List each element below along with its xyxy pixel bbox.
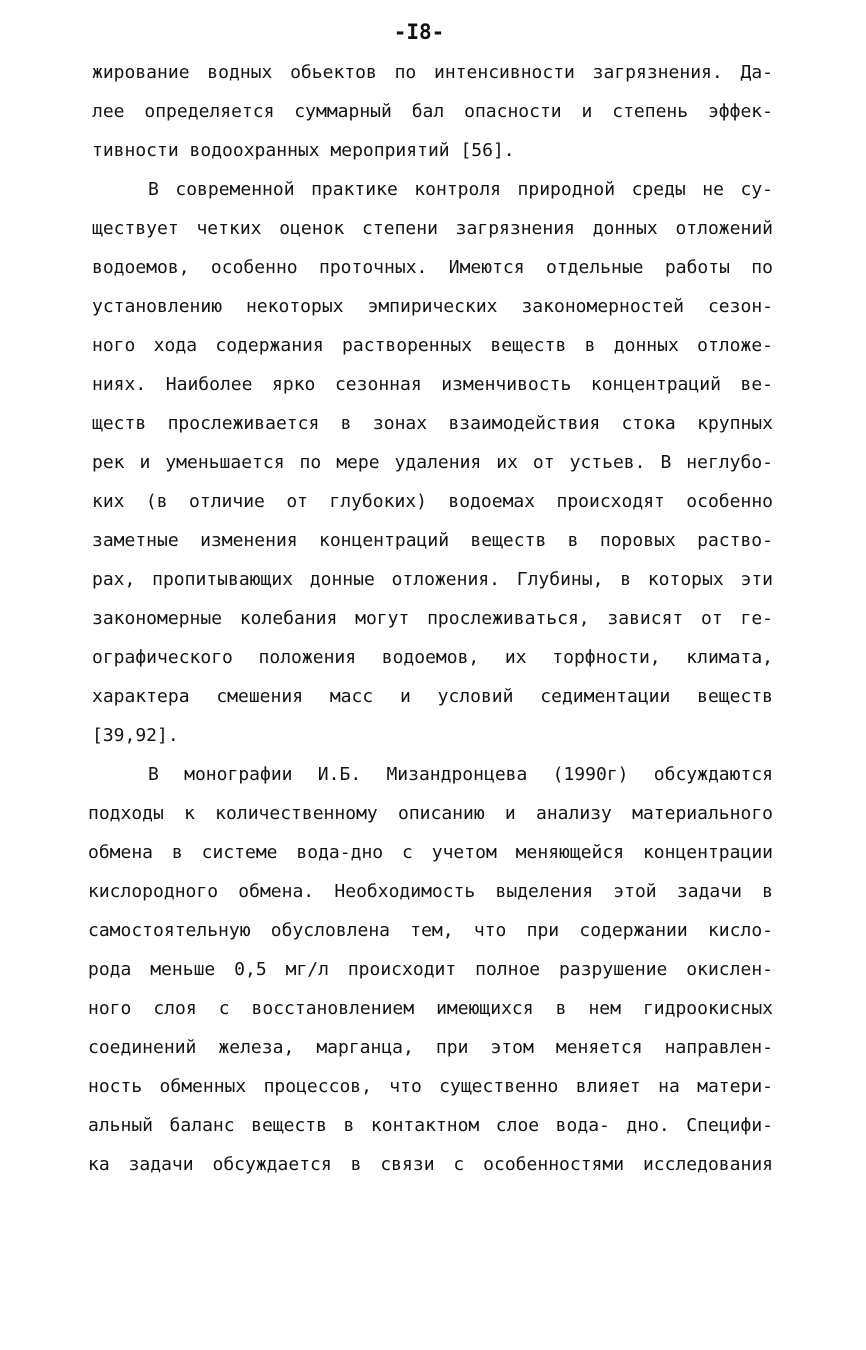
- text-line: подходы к количественному описанию и анализу материального: [88, 803, 773, 824]
- text-line: ного хода содержания растворенных веществ в донных отложе-: [92, 335, 773, 356]
- text-line: В современной практике контроля природной среды не су-: [148, 179, 773, 200]
- text-line: обмена в системе вода-дно с учетом меняющейся концентрации: [88, 842, 773, 863]
- text-line: соединений железа, марганца, при этом меняется направлен-: [88, 1037, 773, 1058]
- text-line: закономерные колебания могут прослеживаться, зависят от ге-: [92, 608, 773, 629]
- text-line: ществ прослеживается в зонах взаимодействия стока крупных: [92, 413, 773, 434]
- text-line: самостоятельную обусловлена тем, что при содержании кисло-: [88, 920, 773, 941]
- text-line: жирование водных обьектов по интенсивности загрязнения. Да-: [92, 62, 773, 83]
- text-line: лее определяется суммарный бал опасности и степень эффек-: [92, 101, 773, 122]
- text-line: ниях. Наиболее ярко сезонная изменчивость концентраций ве-: [92, 374, 773, 395]
- text-line: ких (в отличие от глубоких) водоемах происходят особенно: [92, 491, 773, 512]
- text-line: ность обменных процессов, что существенно влияет на матери-: [88, 1076, 773, 1097]
- text-line: установлению некоторых эмпирических закономерностей сезон-: [92, 296, 773, 317]
- text-line: ка задачи обсуждается в связи с особенностями исследования: [88, 1154, 773, 1175]
- text-line: кислородного обмена. Необходимость выделения этой задачи в: [88, 881, 773, 902]
- text-line: ографического положения водоемов, их торфности, климата,: [92, 647, 773, 668]
- page-number: -I8-: [393, 20, 445, 44]
- text-line: тивности водоохранных мероприятий [56].: [92, 140, 515, 161]
- text-line: характера смешения масс и условий седиментации веществ: [92, 686, 773, 707]
- text-line: В монографии И.Б. Мизандронцева (1990г) обсуждаются: [148, 764, 773, 785]
- text-line: водоемов, особенно проточных. Имеются отдельные работы по: [92, 257, 773, 278]
- text-line: заметные изменения концентраций веществ в поровых раство-: [92, 530, 773, 551]
- text-line: рода меньше 0,5 мг/л происходит полное разрушение окислен-: [88, 959, 773, 980]
- text-line: ществует четких оценок степени загрязнения донных отложений: [92, 218, 773, 239]
- text-line: ного слоя с восстановлением имеющихся в нем гидроокисных: [88, 998, 773, 1019]
- text-line: рек и уменьшается по мере удаления их от устьев. В неглубо-: [92, 452, 773, 473]
- text-line: [39,92].: [92, 725, 179, 746]
- text-line: альный баланс веществ в контактном слое вода- дно. Специфи-: [88, 1115, 773, 1136]
- text-line: рах, пропитывающих донные отложения. Глубины, в которых эти: [92, 569, 773, 590]
